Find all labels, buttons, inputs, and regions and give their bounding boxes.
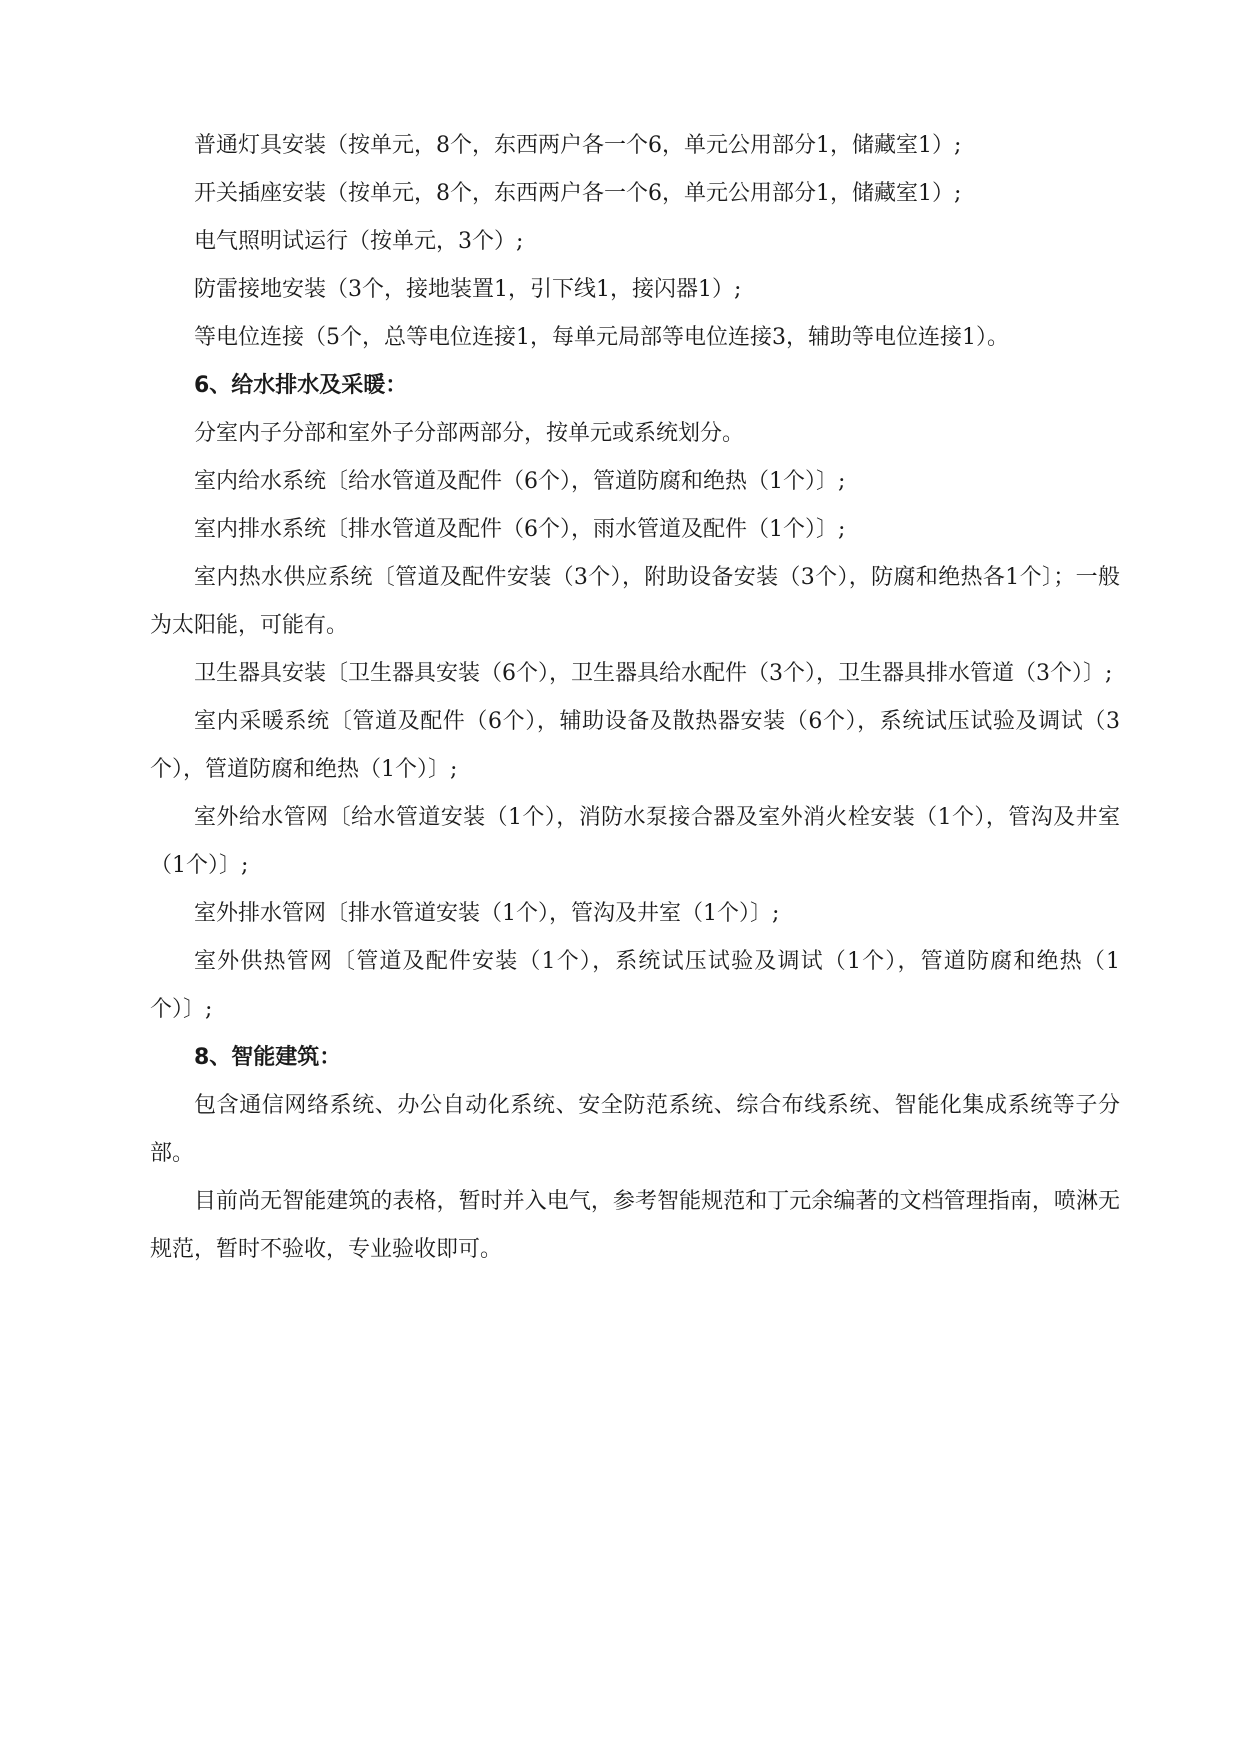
paragraph-indoor-hot-water: 室内热水供应系统〔管道及配件安装（3个），附助设备安装（3个），防腐和绝热各1个〕；一般为太阳能，可能有。 (150, 565, 1120, 638)
paragraph-outdoor-water-network: 室外给水管网〔给水管道安装（1个），消防水泵接合器及室外消火栓安装（1个），管沟及井室（1个）〕; (150, 805, 1120, 878)
section-heading-plumbing-heating: 6、给水排水及采暖： (194, 373, 408, 398)
paragraph-plumbing-division: 分室内子分部和室外子分部两部分，按单元或系统划分。 (194, 421, 745, 446)
paragraph-lighting-fixtures: 普通灯具安装（按单元，8个，东西两户各一个6，单元公用部分1，储藏室1）; (194, 133, 962, 158)
paragraph-sanitary-fixtures: 卫生器具安装〔卫生器具安装（6个），卫生器具给水配件（3个），卫生器具排水管道（3个）〕; (194, 661, 1113, 686)
paragraph-outdoor-drainage-network: 室外排水管网〔排水管道安装（1个），管沟及井室（1个）〕; (194, 901, 780, 926)
paragraph-lightning-grounding: 防雷接地安装（3个，接地装置1，引下线1，接闪器1）; (194, 277, 742, 302)
paragraph-lighting-trial-run: 电气照明试运行（按单元，3个）; (194, 229, 524, 254)
paragraph-intelligent-subsystems: 包含通信网络系统、办公自动化系统、安全防范系统、综合布线系统、智能化集成系统等子分部。 (150, 1093, 1120, 1166)
paragraph-indoor-water-supply: 室内给水系统〔给水管道及配件（6个），管道防腐和绝热（1个）〕; (194, 469, 846, 494)
document-page (150, 122, 1120, 1274)
paragraph-outdoor-heating-network: 室外供热管网〔管道及配件安装（1个），系统试压试验及调试（1个），管道防腐和绝热（1个）〕; (150, 949, 1120, 1022)
paragraph-intelligent-notes: 目前尚无智能建筑的表格，暂时并入电气，参考智能规范和丁元余编著的文档管理指南，喷淋无规范，暂时不验收，专业验收即可。 (150, 1189, 1120, 1262)
paragraph-equipotential-bonding: 等电位连接（5个，总等电位连接1，每单元局部等电位连接3，辅助等电位连接1）。 (194, 325, 1009, 350)
paragraph-indoor-heating: 室内采暖系统〔管道及配件（6个），辅助设备及散热器安装（6个），系统试压试验及调试（3个），管道防腐和绝热（1个）〕; (150, 709, 1120, 782)
paragraph-switch-sockets: 开关插座安装（按单元，8个，东西两户各一个6，单元公用部分1，储藏室1）; (194, 181, 962, 206)
section-heading-intelligent-building: 8、智能建筑： (194, 1045, 342, 1070)
paragraph-indoor-drainage: 室内排水系统〔排水管道及配件（6个），雨水管道及配件（1个）〕; (194, 517, 846, 542)
